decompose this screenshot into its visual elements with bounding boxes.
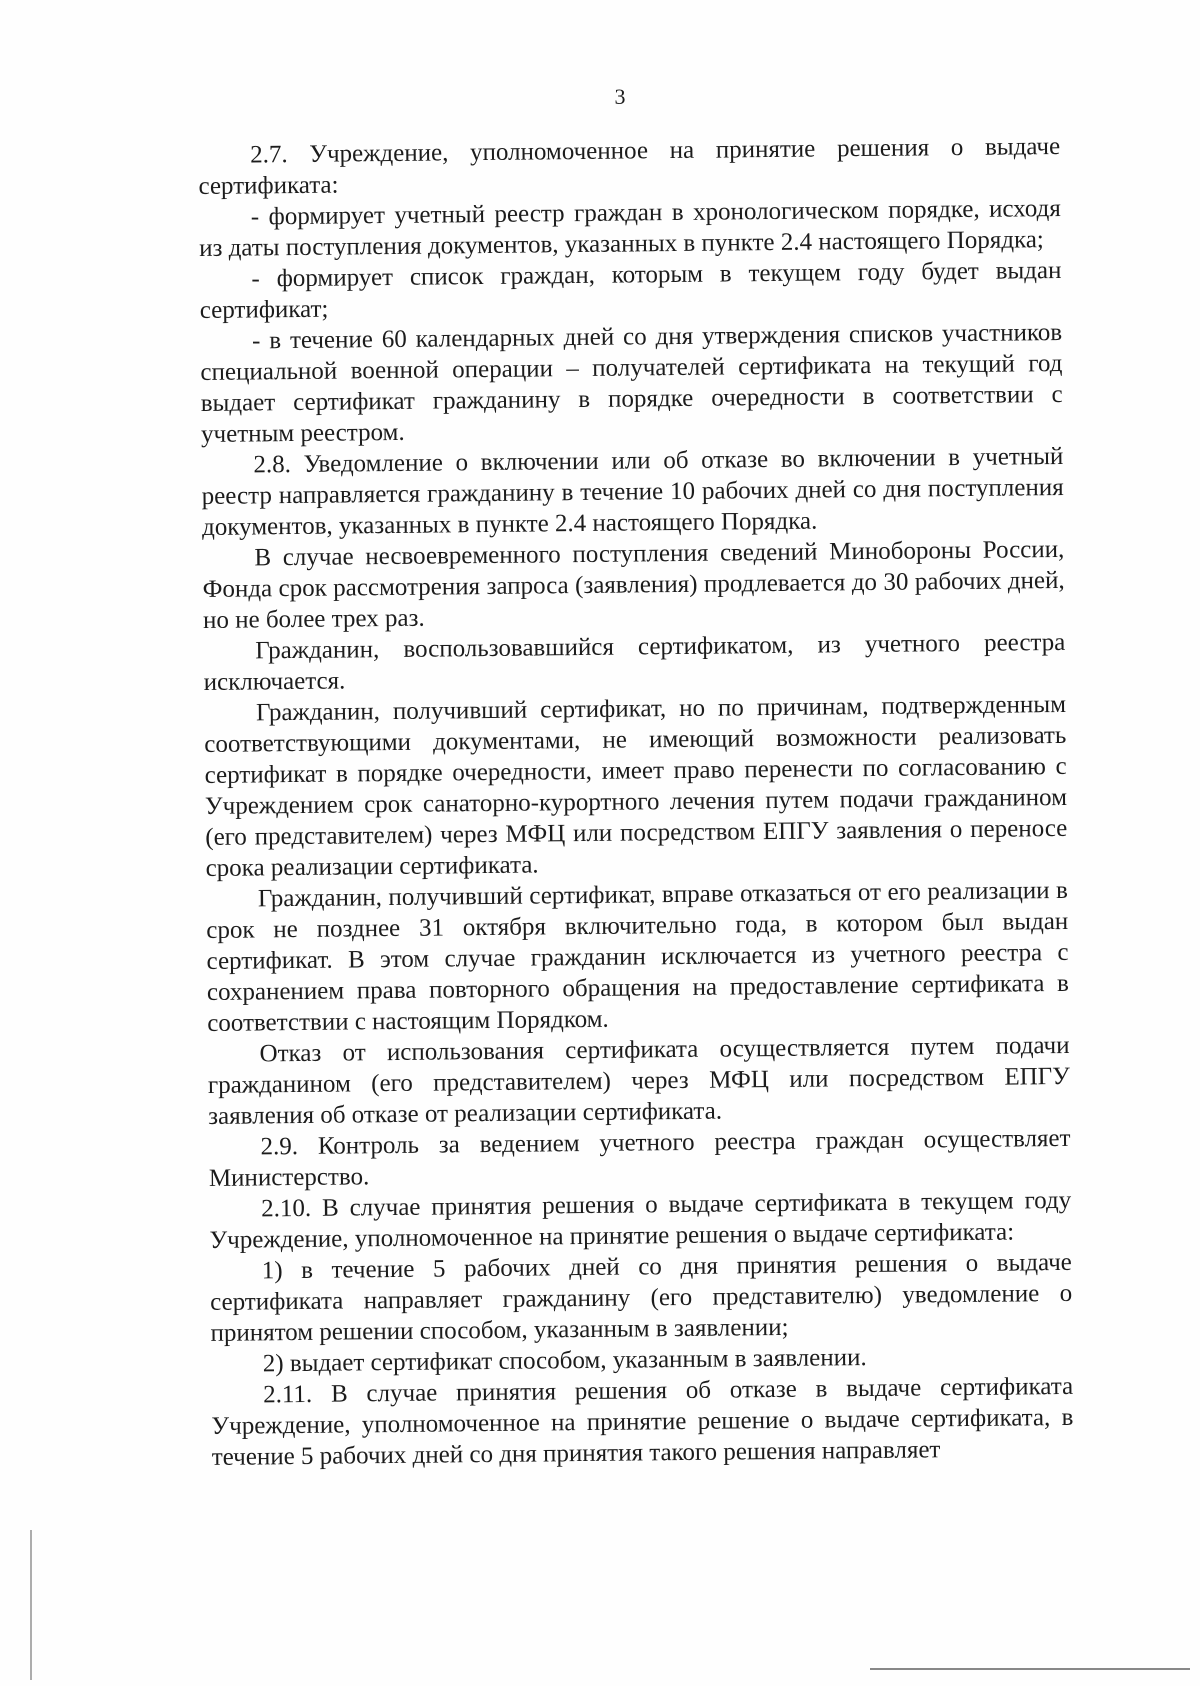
paragraph-2-7-item-2: - формирует список граждан, которым в текущем году будет выдан сертификат; <box>199 256 1062 324</box>
paragraph-2-10-item-2: 2) выдает сертификат способом, указанным в заявлении. <box>262 1344 867 1378</box>
paragraph-2-8: 2.8. Уведомление о включении или об отказе во включении в учетный реестр направляется гражданину в течение 10 рабочих дней со дня поступления документов, указанных в пункте 2.4 настоящего Порядка. <box>201 442 1064 541</box>
paragraph-excluded-citizen: Гражданин, воспользовавшийся сертификатом, из учетного реестра исключается. <box>203 628 1066 696</box>
scan-artifact-bottom-edge <box>870 1668 1190 1670</box>
paragraph-2-10: 2.10. В случае принятия решения о выдаче сертификата в текущем году Учреждение, уполномоченное на принятие решения о выдаче сертификата: <box>209 1186 1072 1254</box>
scan-artifact-left-edge <box>30 1530 32 1680</box>
paragraph-transfer-term: Гражданин, получивший сертификат, но по причинам, подтвержденным соответствующими документами, не имеющий возможности реализовать сертификат в порядке очередности, имеет право перенести по согласованию с Учреждением срок санаторно-курортного лечения путем подачи гражданином (его представителем) через МФЦ или посредством ЕПГУ заявления о переносе срока реализации сертификата. <box>204 690 1068 882</box>
paragraph-2-9: 2.9. Контроль за ведением учетного реестра граждан осуществляет Министерство. <box>208 1124 1071 1192</box>
document-body <box>198 131 1074 1473</box>
paragraph-2-10-item-1: 1) в течение 5 рабочих дней со дня принятия решения о выдаче сертификата направляет гражданину (его представителю) уведомление о принятом решении способом, указанным в заявлении; <box>210 1248 1073 1347</box>
paragraph-2-8-extension: В случае несвоевременного поступления сведений Минобороны России, Фонда срок рассмотрения запроса (заявления) продлевается до 30 рабочих дней, но не более трех раз. <box>202 535 1065 634</box>
paragraph-2-7-item-1: - формирует учетный реестр граждан в хронологическом порядке, исходя из даты поступления документов, указанных в пункте 2.4 настоящего Порядка; <box>198 194 1061 262</box>
page-number: 3 <box>614 84 626 109</box>
paragraph-2-7: 2.7. Учреждение, уполномоченное на принятие решения о выдаче сертификата: <box>198 132 1061 200</box>
paragraph-refusal-procedure: Отказ от использования сертификата осуществляется путем подачи гражданином (его представителем) через МФЦ или посредством ЕПГУ заявления об отказе от реализации сертификата. <box>207 1031 1070 1130</box>
paragraph-2-7-item-3: - в течение 60 календарных дней со дня утверждения списков участников специальной военной операции – получателей сертификата на текущий год выдает сертификат гражданину в порядке очередности в соответствии с учетным реестром. <box>200 318 1063 448</box>
paragraph-refusal-right: Гражданин, получивший сертификат, вправе отказаться от его реализации в срок не позднее 31 октября включительно года, в котором был выдан сертификат. В этом случае гражданин исключается из учетного реестра с сохранением права повторного обращения на предоставление сертификата в соответствии с настоящим Порядком. <box>206 876 1070 1037</box>
paragraph-2-11: 2.11. В случае принятия решения об отказе в выдаче сертификата Учреждение, уполномоченное на принятие решение о выдаче сертификата, в течение 5 рабочих дней со дня принятия такого решения направляет <box>211 1372 1074 1471</box>
